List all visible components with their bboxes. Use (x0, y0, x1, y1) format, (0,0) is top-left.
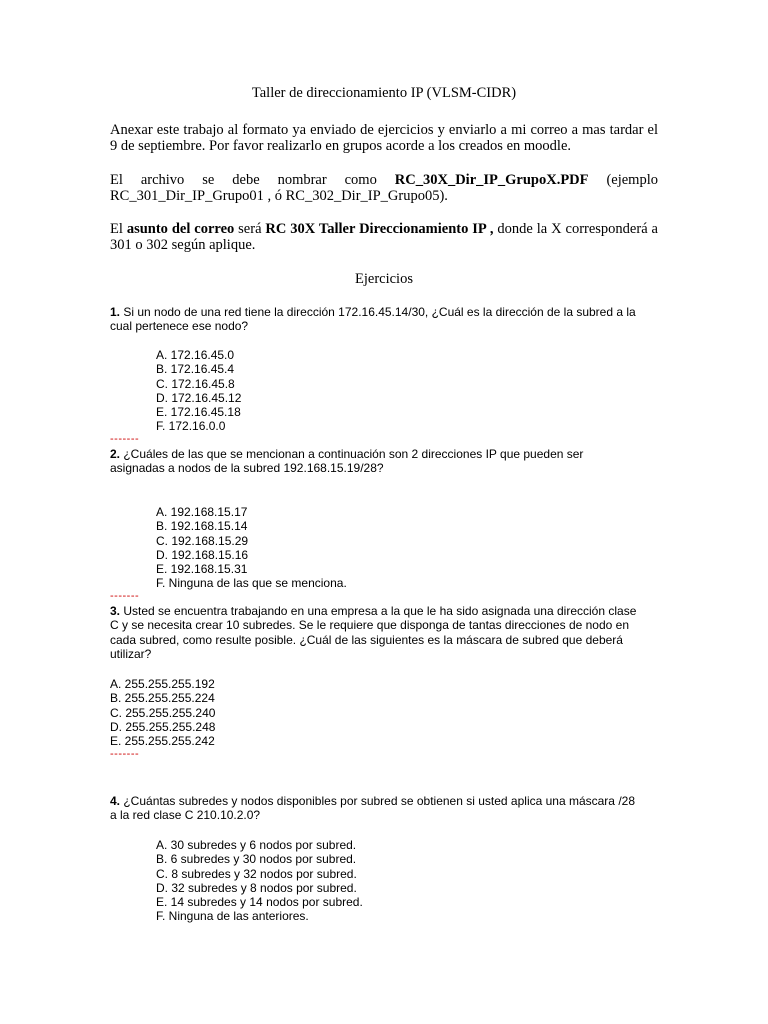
option: F. 172.16.0.0 (156, 419, 226, 434)
option: D. 192.168.15.16 (156, 547, 249, 562)
option: F. Ninguna de las que se menciona. (156, 576, 347, 591)
separator: ------- (110, 590, 140, 602)
file-para-post: (ejemplo RC_301_Dir_IP_Grupo01 , ó RC_302_Dir_IP_Grupo05). (110, 172, 658, 204)
question-3-text: Usted se encuentra trabajando en una empresa a la que le ha sido asignada una dirección clase C y se necesita crear 10 subredes. Se le requiere que disponga de tantas direcciones de nodo en cada subred, como resulte posible. ¿Cuál de las siguientes es la máscara de subred que deberá utilizar? (110, 604, 637, 661)
question-4-options (156, 838, 363, 924)
question-3 (110, 604, 640, 661)
option: A. 30 subredes y 6 nodos por subred. (156, 838, 357, 852)
section-heading: Ejercicios (355, 271, 413, 287)
subject-value: RC 30X Taller Direccionamiento IP , (265, 221, 494, 237)
option: D. 32 subredes y 8 nodos por subred. (156, 880, 357, 895)
question-4-number: 4. (110, 794, 121, 808)
option: E. 172.16.45.18 (156, 405, 241, 420)
file-para-pre: El archivo se debe nombrar como (110, 172, 395, 188)
subject-label: asunto del correo (126, 221, 235, 237)
option: B. 6 subredes y 30 nodos por subred. (156, 852, 357, 867)
question-2-text: ¿Cuáles de las que se mencionan a continuación son 2 direcciones IP que pueden ser asignadas a nodos de la subred 192.168.15.19/28? (110, 447, 584, 476)
question-1-number: 1. (110, 305, 121, 319)
subject-para-pre: El (110, 221, 127, 237)
file-name-paragraph (110, 172, 658, 204)
question-2 (110, 447, 640, 476)
subject-paragraph (110, 221, 658, 253)
question-1 (110, 305, 640, 334)
intro-paragraph: Anexar este trabajo al formato ya enviado de ejercicios y enviarlo a mi correo a mas tardar el 9 de septiembre. Por favor realizarlo en grupos acorde a los creados en moodle. (110, 122, 658, 154)
option: F. Ninguna de las anteriores. (156, 909, 309, 924)
option: D. 172.16.45.12 (156, 390, 242, 405)
option: E. 14 subredes y 14 nodos por subred. (156, 895, 363, 910)
option: C. 8 subredes y 32 nodos por subred. (156, 866, 357, 881)
option: A. 192.168.15.17 (156, 505, 248, 519)
option: B. 255.255.255.224 (110, 691, 215, 706)
question-2-options (156, 505, 347, 591)
option: A. 172.16.45.0 (156, 348, 235, 362)
option: A. 255.255.255.192 (110, 677, 215, 691)
question-3-options (110, 677, 215, 748)
option: E. 192.168.15.31 (156, 562, 248, 577)
document-title: Taller de direccionamiento IP (VLSM-CIDR) (251, 85, 517, 101)
question-1-options (156, 348, 241, 434)
option: D. 255.255.255.248 (110, 719, 216, 734)
subject-para-post: donde la X corresponderá a 301 o 302 según aplique. (110, 221, 658, 253)
option: C. 172.16.45.8 (156, 376, 235, 391)
question-4-text: ¿Cuántas subredes y nodos disponibles por subred se obtienen si usted aplica una máscara /28 a la red clase C 210.10.2.0? (110, 794, 635, 823)
separator: ------- (110, 433, 140, 445)
option: C. 192.168.15.29 (156, 533, 249, 548)
option: B. 172.16.45.4 (156, 362, 235, 377)
file-name-format: RC_30X_Dir_IP_GrupoX.PDF (394, 172, 589, 188)
question-3-number: 3. (110, 604, 121, 618)
question-2-number: 2. (110, 447, 121, 461)
option: E. 255.255.255.242 (110, 734, 215, 749)
separator: ------- (110, 748, 140, 760)
option: C. 255.255.255.240 (110, 705, 216, 720)
question-4 (110, 794, 640, 823)
subject-para-mid: será (234, 221, 266, 237)
option: B. 192.168.15.14 (156, 519, 248, 534)
question-1-text: Si un nodo de una red tiene la dirección 172.16.45.14/30, ¿Cuál es la dirección de la subred a la cual pertenece ese nodo? (110, 305, 636, 334)
